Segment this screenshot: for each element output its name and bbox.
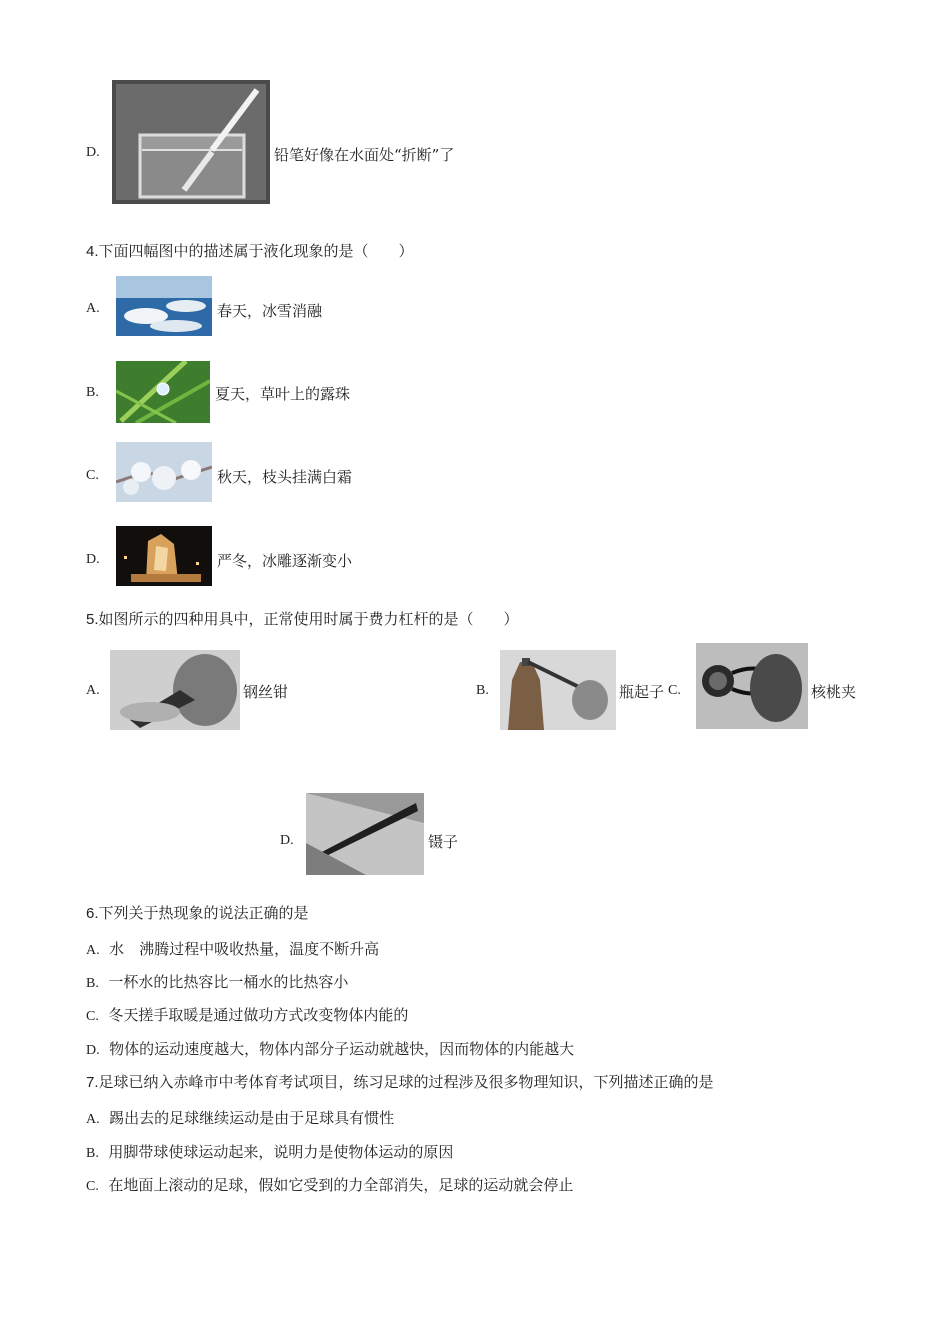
q6-option-d [86,1038,574,1059]
q7-option-a-label: A. [86,1112,100,1127]
q7-option-b-label: B. [86,1146,99,1161]
q4-option-b-text: 夏天，草叶上的露珠 [215,385,351,403]
q6-option-c-text: 冬天搓手取暖是通过做功方式改变物体内能的 [108,1006,409,1024]
q7-option-c-text: 在地面上滚动的足球，假如它受到的力全部消失，足球的运动就会停止 [108,1176,574,1194]
q5-option-b-label: B. [476,683,489,698]
q5-option-d-label: D. [280,833,294,848]
q5-stem-text: 如图所示的四种用具中，正常使用时属于费力杠杆的是（ ） [98,610,519,628]
q7-number: 7. [86,1074,99,1091]
q6-option-d-label: D. [86,1043,100,1058]
q5-stem [86,608,519,629]
q5-option-a-text: 钢丝钳 [243,683,289,701]
q6-option-c [86,1004,408,1025]
q7-option-b [86,1141,453,1162]
frost-branch-image [116,442,212,502]
snow-melt-image [116,276,212,336]
q6-option-b [86,971,348,992]
q3-option-d-label: D. [86,145,100,160]
q4-option-d-text: 严冬，冰雕逐渐变小 [217,552,353,570]
dew-drop-image [116,361,210,423]
q6-option-a-label: A. [86,943,100,958]
q5-option-c-text: 核桃夹 [811,683,857,701]
q6-option-b-label: B. [86,976,99,991]
q5-number: 5. [86,611,99,628]
q3-option-d-text: 铅笔好像在水面处“折断”了 [274,146,455,164]
q7-option-c [86,1174,573,1195]
q6-option-c-label: C. [86,1009,99,1024]
q6-stem [86,902,309,923]
q4-option-c-text: 秋天，枝头挂满白霜 [217,468,353,486]
q5-option-c-label: C. [668,683,681,698]
q4-stem-text: 下面四幅图中的描述属于液化现象的是（ ） [98,242,414,260]
tweezers-image [306,793,424,875]
q6-option-a-text: 水 沸腾过程中吸收热量，温度不断升高 [109,940,380,958]
q6-option-a [86,938,379,959]
bottle-opener-image [500,650,616,730]
q7-option-a [86,1107,394,1128]
q4-option-a-text: 春天，冰雪消融 [217,302,323,320]
pliers-image [110,650,240,730]
nutcracker-image [696,643,808,729]
q7-option-c-label: C. [86,1179,99,1194]
q7-option-b-text: 用脚带球使球运动起来，说明力是使物体运动的原因 [108,1143,454,1161]
q5-option-b-text: 瓶起子 [619,683,665,701]
ice-sculpture-image [116,526,212,586]
beaker-pencil-image [112,80,270,204]
q7-stem [86,1071,714,1092]
q5-option-a-label: A. [86,683,100,698]
q5-option-d-text: 镊子 [428,833,459,851]
q4-number: 4. [86,243,99,260]
q4-option-a-label: A. [86,301,100,316]
q7-stem-text: 足球已纳入赤峰市中考体育考试项目，练习足球的过程涉及很多物理知识，下列描述正确的是 [98,1073,714,1091]
q6-option-d-text: 物体的运动速度越大，物体内部分子运动就越快，因而物体的内能越大 [109,1040,575,1058]
q4-option-d-label: D. [86,552,100,567]
q4-stem [86,240,414,261]
q4-option-c-label: C. [86,468,99,483]
q6-number: 6. [86,905,99,922]
q7-option-a-text: 踢出去的足球继续运动是由于足球具有惯性 [109,1109,395,1127]
q6-stem-text: 下列关于热现象的说法正确的是 [98,904,309,922]
q4-option-b-label: B. [86,385,99,400]
q6-option-b-text: 一杯水的比热容比一桶水的比热容小 [108,973,349,991]
